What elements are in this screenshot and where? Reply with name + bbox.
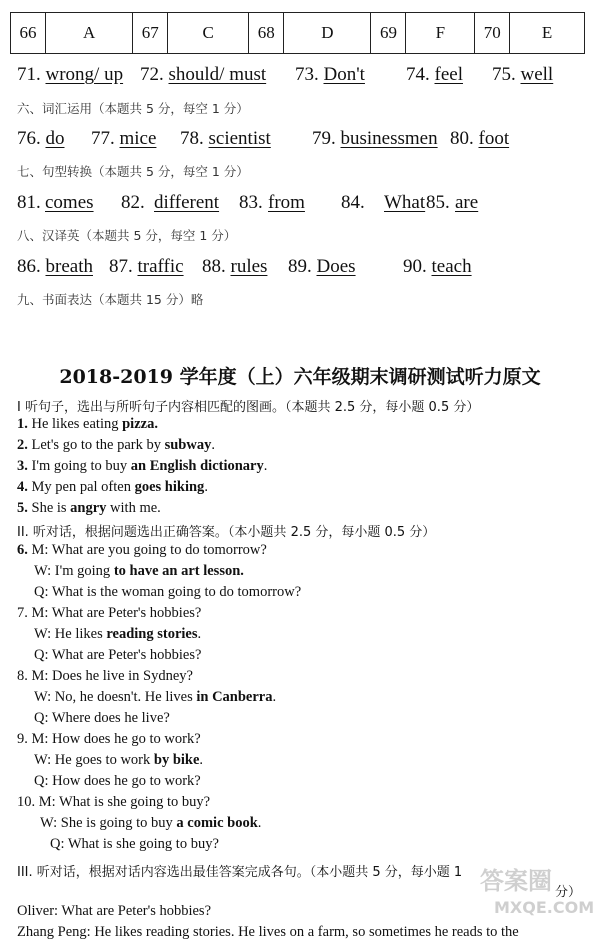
sentence-post: with me. <box>106 500 161 516</box>
answer-text: rules <box>230 256 268 277</box>
answer-text: traffic <box>137 256 184 277</box>
answer-number: 76. <box>17 128 46 149</box>
part-1-heading: I 听句子，选出与所听句子内容相匹配的图画。（本题共 2.5 分，每小题 0.5 分） <box>17 400 480 415</box>
dialogue-line <box>34 584 301 601</box>
answer-item <box>450 128 509 150</box>
page-title: 2018-2019 学年度（上）六年级期末调研测试听力原文 <box>59 366 541 388</box>
sentence-post: . <box>204 479 208 495</box>
dialogue-bold: to have an art lesson. <box>113 563 244 579</box>
listening-sentence <box>17 479 208 496</box>
dialogue-pre: W: He goes to work <box>34 752 154 768</box>
dialogue-post: . <box>199 752 204 768</box>
dialogue-pre: W: She is going to buy <box>40 815 177 831</box>
question-number: 6. <box>17 542 28 558</box>
answer-text: different <box>154 192 220 213</box>
dialogue-line <box>34 563 244 580</box>
dialogue-bold: by bike <box>153 752 200 768</box>
sentence-bold: pizza. <box>122 416 158 432</box>
dialogue-line <box>17 668 193 685</box>
answer-text: should/ must <box>168 64 267 85</box>
dialogue-line <box>17 731 201 748</box>
answer-number: 73. <box>295 64 324 85</box>
sentence-pre: She is <box>27 500 71 516</box>
dialogue-text: Q: What is she going to buy? <box>50 836 219 852</box>
answer-number: 72. <box>140 64 169 85</box>
dialogue-text: Q: What are Peter's hobbies? <box>34 647 202 663</box>
sentence-pre: My pen pal often <box>27 479 135 495</box>
answer-text: scientist <box>208 128 271 149</box>
dialogue-text: 8. M: Does he live in Sydney? <box>17 668 193 684</box>
answer-number: 78. <box>180 128 209 149</box>
dialogue-line <box>34 773 201 790</box>
answer-text: What <box>384 192 426 213</box>
answer-number: 83. <box>239 192 263 213</box>
sentence-bold: goes hiking <box>134 479 205 495</box>
answer-item <box>91 128 156 150</box>
dialogue-text: 9. M: How does he go to work? <box>17 731 201 747</box>
sentence-num: 2. <box>17 437 28 453</box>
dialogue-line <box>34 647 201 664</box>
dialogue-text: 7. M: What are Peter's hobbies? <box>17 605 202 621</box>
dialogue-pre: W: No, he doesn't. He lives <box>34 689 197 705</box>
dialogue-text: M: What are you going to do tomorrow? <box>27 542 267 558</box>
answer-number: 75. <box>492 64 521 85</box>
answer-number: 85. <box>426 192 450 213</box>
answer-table-number: 70 <box>475 13 510 54</box>
sentence-num: 1. <box>17 416 28 432</box>
dialogue-line <box>17 605 201 622</box>
section-9-heading: 九、书面表达（本题共 15 分）略 <box>17 292 204 307</box>
sentence-pre: Let's go to the park by <box>27 437 165 453</box>
answer-text: feel <box>434 64 463 85</box>
listening-sentence <box>17 458 267 475</box>
dialogue-line <box>34 689 276 706</box>
answer-number: 77. <box>91 128 120 149</box>
answer-text: Does <box>316 256 356 277</box>
section-7-heading: 七、句型转换（本题共 5 分，每空 1 分） <box>17 164 249 179</box>
sentence-bold: angry <box>70 500 107 516</box>
section-8-heading: 八、汉译英（本题共 5 分，每空 1 分） <box>17 228 237 243</box>
sentence-num: 3. <box>17 458 28 474</box>
sentence-pre: I'm going to buy <box>27 458 131 474</box>
dialogue-post: . <box>272 689 277 705</box>
dialogue-line <box>50 836 219 853</box>
svg-text:MXQE.COM: MXQE.COM <box>494 898 594 917</box>
answer-item <box>312 128 438 150</box>
answer-table-row <box>11 13 585 54</box>
answer-item <box>17 128 65 150</box>
dialogue-pre: W: He likes <box>34 626 107 642</box>
answer-number: 89. <box>288 256 317 277</box>
dialogue-post: . <box>257 815 262 831</box>
sentence-pre: He likes eating <box>27 416 123 432</box>
dialogue-bold: in Canberra <box>196 689 273 705</box>
dialogue-text: 10. M: What is she going to buy? <box>17 794 211 810</box>
answer-number: 81. <box>17 192 41 213</box>
answer-table-number: 68 <box>249 13 284 54</box>
answer-table-answer: A <box>46 13 133 54</box>
part-3-heading: III. 听对话，根据对话内容选出最佳答案完成各句。（本小题共 5 分，每小题 1 <box>17 865 463 880</box>
answer-text: mice <box>119 128 157 149</box>
dialogue-text: Q: What is the woman going to do tomorrow? <box>34 584 302 600</box>
listening-sentence <box>17 416 158 433</box>
dialogue-bold: reading stories <box>106 626 198 642</box>
listening-sentence <box>17 437 215 454</box>
answer-item <box>17 64 123 86</box>
answer-item <box>406 64 463 86</box>
answer-text: Don't <box>323 64 365 85</box>
answer-table-answer: C <box>168 13 249 54</box>
sentence-bold: an English dictionary <box>130 458 264 474</box>
part-2-heading: II. 听对话，根据问题选出正确答案。（本小题共 2.5 分，每小题 0.5 分） <box>17 525 436 540</box>
answer-number: 80. <box>450 128 479 149</box>
section-6-heading: 六、词汇运用（本题共 5 分，每空 1 分） <box>17 101 249 116</box>
dialogue-text: Q: Where does he live? <box>34 710 170 726</box>
answer-item <box>295 64 365 86</box>
listening-sentence <box>17 500 161 517</box>
answer-table <box>10 12 585 54</box>
answer-table-answer: D <box>284 13 371 54</box>
answer-text: are <box>455 192 479 213</box>
answer-table-number: 69 <box>371 13 406 54</box>
watermark-logo <box>474 863 594 921</box>
answer-table-number: 66 <box>11 13 46 54</box>
answer-text: from <box>268 192 305 213</box>
dialogue-zhang-peng: Zhang Peng: He likes reading stories. He lives on a farm, so sometimes he reads to the <box>17 924 519 940</box>
sentence-num: 4. <box>17 479 28 495</box>
dialogue-text: Q: How does he go to work? <box>34 773 201 789</box>
answer-number: 87. <box>109 256 138 277</box>
sentence-post: . <box>211 437 215 453</box>
svg-text:答案圈: 答案圈 <box>480 867 552 895</box>
answer-number: 79. <box>312 128 341 149</box>
dialogue-line <box>34 710 170 727</box>
answer-number: 86. <box>17 256 46 277</box>
answer-number: 90. <box>403 256 432 277</box>
answer-number: 82. <box>121 192 145 213</box>
dialogue-line <box>17 542 267 559</box>
dialogue-post: . <box>197 626 202 642</box>
answer-item <box>403 256 472 278</box>
answer-item <box>140 64 266 86</box>
dialogue-line <box>34 752 203 769</box>
answer-text: well <box>520 64 554 85</box>
sentence-num: 5. <box>17 500 28 516</box>
dialogue-pre: W: I'm going <box>34 563 114 579</box>
dialogue-line <box>17 794 210 811</box>
answer-text: foot <box>478 128 510 149</box>
answer-item <box>109 256 184 278</box>
sentence-post: . <box>263 458 268 474</box>
part-3-heading-end: 分） <box>555 885 582 900</box>
answer-number: 71. <box>17 64 46 85</box>
dialogue-bold: a comic book <box>176 815 258 831</box>
answer-item <box>180 128 271 150</box>
answer-item <box>202 256 267 278</box>
answer-text: do <box>45 128 65 149</box>
dialogue-line <box>34 626 201 643</box>
answer-text: wrong/ up <box>45 64 124 85</box>
answer-text: breath <box>45 256 93 277</box>
answer-text: comes <box>45 192 94 213</box>
dialogue-line <box>40 815 261 832</box>
answer-number: 74. <box>406 64 435 85</box>
sentence-bold: subway <box>164 437 212 453</box>
dialogue-oliver: Oliver: What are Peter's hobbies? <box>17 903 212 919</box>
answer-item <box>492 64 553 86</box>
answer-text: teach <box>431 256 472 277</box>
answer-table-answer: E <box>510 13 585 54</box>
answer-number: 88. <box>202 256 231 277</box>
answer-text: businessmen <box>340 128 438 149</box>
answer-table-number: 67 <box>133 13 168 54</box>
answer-table-answer: F <box>406 13 475 54</box>
answer-item <box>17 256 93 278</box>
answer-item <box>288 256 356 278</box>
answer-number: 84. <box>341 192 365 213</box>
